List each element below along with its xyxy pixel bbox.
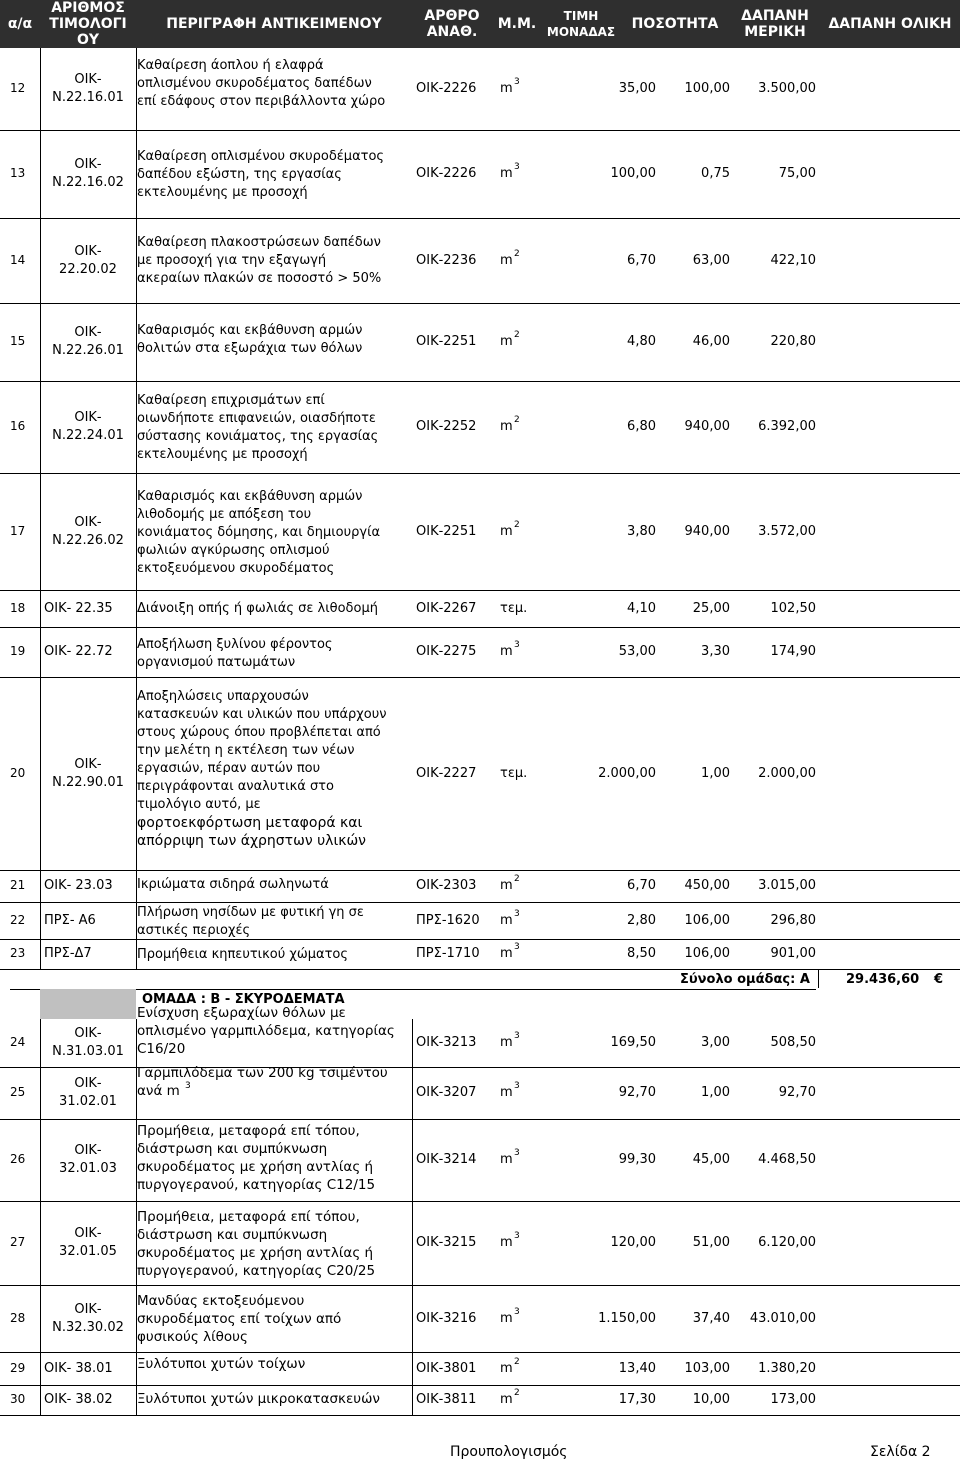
row-partial-cost: 3.572,00	[758, 523, 816, 539]
row-description: Καθαίρεση οπλισμένου σκυροδέματος δαπέδου εξώστη, της εργασίας εκτελουμένης με προσοχή	[137, 149, 385, 200]
divider	[818, 970, 819, 988]
column-divider	[40, 1067, 41, 1119]
column-divider	[40, 627, 41, 677]
row-quantity: 940,00	[684, 523, 730, 539]
header-unit-price: ΤΙΜΗ ΜΟΝΑΔΑΣ	[546, 9, 616, 39]
row-partial-cost: 1.380,20	[758, 1360, 816, 1376]
column-divider	[40, 473, 41, 590]
row-partial-cost: 43.010,00	[749, 1310, 816, 1326]
row-unit-exponent: 3	[514, 1231, 520, 1241]
row-unit: m	[500, 1392, 513, 1407]
column-divider	[40, 590, 41, 627]
row-unit: τεμ.	[500, 600, 528, 616]
row-description: Αποξήλωση ξυλίνου φέροντος οργανισμού πατωμάτων	[137, 637, 333, 670]
header-code: ΑΡΙΘΜΟΣ ΤΙΜΟΛΟΓΙ ΟΥ	[49, 0, 127, 48]
row-quantity: 0,75	[701, 166, 730, 181]
row-number: 23	[10, 946, 26, 960]
row-separator	[0, 1415, 960, 1416]
column-divider	[136, 1385, 137, 1415]
row-unit-exponent: 3	[514, 1306, 520, 1317]
row-unit-exponent: 3	[514, 1081, 520, 1091]
column-divider	[136, 1119, 137, 1201]
row-description: Καθαίρεση πλακοστρώσεων δαπέδων με προσοχή για την εξαγωγή ακεραίων πλακών σε ποσοστό > 50%	[137, 235, 382, 286]
row-separator	[0, 902, 960, 903]
row-unit-exponent: 2	[514, 248, 520, 259]
row-unit-price: 13,40	[618, 1360, 656, 1376]
column-divider	[136, 870, 137, 902]
row-unit-price: 92,70	[618, 1085, 656, 1100]
row-number: 25	[10, 1085, 26, 1099]
row-unit: m	[500, 1310, 513, 1326]
row-article: ΟΙΚ-3215	[416, 1235, 477, 1250]
column-divider	[136, 48, 137, 130]
column-divider	[136, 677, 137, 870]
row-description: Καθαρισμός και εκβάθυνση αρμών λιθοδομής με απόξεση του κονιάματος δόμησης, και δημιουργία φωλιών αγκύρωσης οπλισμού εκτοξευόμενου σκυροδέματος	[137, 489, 381, 576]
header-aa: α/α	[7, 16, 33, 32]
column-divider	[40, 303, 41, 381]
row-article: ΟΙΚ-3811	[416, 1392, 477, 1407]
row-description: Γαρμπιλόδεμα των 200 kg τσιμέντου ανά m	[137, 1065, 388, 1099]
row-separator	[0, 130, 960, 131]
row-number: 30	[10, 1392, 26, 1406]
row-unit-exponent: 3	[514, 1148, 520, 1158]
row-partial-cost: 4.468,50	[758, 1152, 816, 1167]
row-article: ΟΙΚ-2275	[416, 644, 477, 659]
column-divider	[136, 473, 137, 590]
column-divider	[136, 381, 137, 473]
row-unit-exponent: 3	[514, 908, 520, 919]
row-number: 13	[10, 166, 26, 180]
row-code: ΟΙΚ- 32.01.05	[59, 1226, 117, 1259]
footer-doc-name: Προυπολογισμός	[450, 1444, 568, 1460]
row-separator	[0, 627, 960, 628]
row-separator	[0, 1285, 960, 1286]
row-description: Ξυλότυποι χυτών μικροκατασκευών	[137, 1391, 380, 1407]
row-code: ΟΙΚ- 22.72	[44, 644, 113, 659]
row-description: Μανδύας εκτοξευόμενου σκυροδέματος επί τοίχων από φυσικούς λίθους	[137, 1293, 342, 1345]
row-number: 27	[10, 1235, 26, 1249]
column-divider	[136, 218, 137, 303]
row-code: ΟΙΚ- Ν.32.30.02	[52, 1301, 124, 1335]
row-unit-price: 6,70	[627, 878, 656, 893]
row-quantity: 37,40	[692, 1310, 730, 1326]
row-separator	[0, 218, 960, 219]
row-unit: m	[500, 878, 513, 893]
row-unit-exponent: 3	[514, 942, 520, 952]
row-article: ΟΙΚ-2236	[416, 252, 477, 268]
group-b-title: ΟΜΑΔΑ : Β - ΣΚΥΡΟΔΕΜΑΤΑ	[142, 992, 345, 1007]
row-quantity: 1,00	[701, 765, 730, 781]
row-separator	[0, 1119, 960, 1120]
column-divider	[136, 1285, 137, 1352]
row-code: ΟΙΚ- Ν.22.16.01	[52, 72, 124, 105]
row-code: ΟΙΚ- Ν.22.16.02	[52, 157, 124, 190]
row-article: ΟΙΚ-2267	[416, 600, 477, 616]
row-code: ΟΙΚ- Ν.22.26.01	[52, 325, 124, 358]
row-unit-price: 17,30	[618, 1392, 656, 1407]
footer-page-number: Σελίδα 2	[870, 1444, 931, 1460]
row-article: ΟΙΚ-3213	[416, 1035, 477, 1050]
row-quantity: 63,00	[692, 252, 730, 268]
column-divider	[136, 1201, 137, 1285]
row-code: ΟΙΚ- 22.35	[44, 600, 113, 616]
row-article: ΟΙΚ-2227	[416, 765, 477, 781]
row-quantity: 3,30	[701, 644, 730, 659]
row-unit-exponent: 2	[514, 874, 520, 884]
row-unit-price: 4,80	[627, 334, 656, 349]
row-description: Ικριώματα σιδηρά σωληνωτά	[137, 877, 329, 892]
row-unit-price: 53,00	[618, 644, 656, 659]
row-code: ΟΙΚ- 31.02.01	[59, 1076, 117, 1109]
row-description: Ξυλότυποι χυτών τοίχων	[137, 1356, 306, 1372]
row-number: 17	[10, 523, 26, 538]
row-number: 24	[10, 1035, 26, 1049]
row-description: Καθαρισμός και εκβάθυνση αρμών θολιτών στα εξωράχια των θόλων	[137, 323, 363, 356]
column-divider	[412, 1019, 413, 1067]
row-separator	[0, 1201, 960, 1202]
row-separator	[0, 1385, 960, 1386]
header-unit: Μ.Μ.	[497, 16, 537, 32]
column-divider	[40, 870, 41, 902]
column-divider	[412, 1352, 413, 1385]
column-divider	[40, 1201, 41, 1285]
row-unit-exponent: 2	[514, 1388, 520, 1398]
row-separator	[0, 303, 960, 304]
row-partial-cost: 422,10	[770, 252, 816, 268]
column-divider	[40, 902, 41, 939]
row-quantity: 106,00	[684, 946, 730, 961]
row-unit-price: 99,30	[618, 1152, 656, 1167]
row-unit-price: 8,50	[627, 946, 656, 961]
row-number: 14	[10, 252, 26, 267]
row-description: Προμήθεια κηπευτικού χώματος	[137, 947, 348, 962]
header-article: ΑΡΘΡΟ ΑΝΑΘ.	[424, 8, 480, 40]
column-divider	[136, 1067, 137, 1119]
row-description: Αποξηλώσεις υπαρχουσών κατασκευών και υλικών που υπάρχουν στους χώρους όπου προβλέπεται από την μελέτη η εκτέλεση των νέων εργασιών, πέραν αυτών που περιγράφονται αναλυτικά στο τιμολόγιο αυτό, με	[137, 689, 387, 812]
row-quantity: 940,00	[684, 419, 730, 434]
row-partial-cost: 6.120,00	[758, 1235, 816, 1250]
group-total-value: 29.436,60	[846, 972, 920, 987]
column-divider	[40, 381, 41, 473]
row-number: 21	[10, 878, 26, 892]
row-code: ΟΙΚ- Ν.31.03.01	[52, 1026, 124, 1059]
row-description: Καθαίρεση επιχρισμάτων επί οιωνδήποτε επιφανειών, οιασδήποτε σύστασης κονιάματος, της εργασίας εκτελουμένης με προσοχή	[137, 393, 379, 462]
column-divider	[40, 677, 41, 870]
row-partial-cost: 92,70	[778, 1085, 816, 1100]
row-number: 16	[10, 419, 26, 433]
row-unit-exponent: 2	[514, 1356, 520, 1367]
row-description: Καθαίρεση άοπλου ή ελαφρά οπλισμένου σκυροδέματος δαπέδων επί εδάφους στον περιβάλλοντα χώρο	[137, 58, 386, 109]
row-unit: m	[500, 81, 513, 96]
row-number: 12	[10, 81, 26, 95]
column-divider	[136, 627, 137, 677]
row-quantity: 100,00	[684, 81, 730, 96]
row-article: ΟΙΚ-2303	[416, 878, 477, 893]
row-separator	[0, 677, 960, 678]
row-unit-price: 169,50	[610, 1035, 656, 1050]
row-unit-price: 3,80	[627, 523, 656, 539]
row-unit-exponent: 3	[514, 1031, 520, 1041]
row-separator	[0, 381, 960, 382]
row-unit-price: 2,80	[627, 912, 656, 928]
column-divider	[412, 1385, 413, 1415]
row-partial-cost: 2.000,00	[758, 765, 816, 781]
row-code: ΟΙΚ- 38.02	[44, 1392, 113, 1407]
row-number: 28	[10, 1310, 26, 1325]
row-article: ΟΙΚ-2226	[416, 81, 477, 96]
row-separator	[0, 870, 960, 871]
row-quantity: 46,00	[692, 334, 730, 349]
column-divider	[40, 1352, 41, 1385]
row-code: ΠΡΣ- Α6	[44, 912, 96, 928]
column-divider	[412, 1067, 413, 1119]
header-description: ΠΕΡΙΓΡΑΦΗ ΑΝΤΙΚΕΙΜΕΝΟΥ	[166, 16, 382, 32]
group-total-label: Σύνολο ομάδας: Α	[680, 972, 810, 987]
row-code: ΟΙΚ- Ν.22.26.02	[52, 514, 124, 548]
row-partial-cost: 901,00	[770, 946, 816, 961]
row-unit: m	[500, 912, 513, 928]
row-number: 18	[10, 600, 26, 615]
row-partial-cost: 75,00	[778, 166, 816, 181]
row-article: ΟΙΚ-3207	[416, 1085, 477, 1100]
row-partial-cost: 102,50	[770, 600, 816, 616]
row-description: Προμήθεια, μεταφορά επί τόπου, διάστρωση και συμπύκνωση σκυροδέματος με χρήση αντλίας ή πυργογερανού, κατηγορίας C20/25	[137, 1209, 376, 1279]
row-partial-cost: 173,00	[770, 1392, 816, 1407]
row-unit-exponent: 3	[514, 640, 520, 650]
column-divider	[136, 902, 137, 939]
row-quantity: 10,00	[692, 1392, 730, 1407]
row-unit: m	[500, 523, 513, 539]
row-code: ΟΙΚ- 23.03	[44, 878, 113, 893]
row-unit-price: 4,10	[627, 600, 656, 616]
row-unit: m	[500, 166, 513, 181]
row-quantity: 106,00	[684, 912, 730, 928]
column-divider	[136, 939, 137, 969]
row-code: ΟΙΚ- 38.01	[44, 1360, 113, 1376]
row-unit-exponent: 2	[514, 330, 520, 340]
row-quantity: 51,00	[692, 1235, 730, 1250]
row-number: 20	[10, 765, 26, 780]
row-code: ΟΙΚ- 32.01.03	[59, 1143, 117, 1176]
row-unit-price: 100,00	[610, 166, 656, 181]
row-description-cont: φορτοεκφόρτωση μεταφορά και απόρριψη των άχρηστων υλικών	[137, 815, 367, 849]
row-description: Ενίσχυση εξωραχίων θόλων με οπλισμένο γαρμπιλόδεμα, κατηγορίας C16/20	[137, 1005, 395, 1057]
column-divider	[40, 48, 41, 130]
group-header-shade	[40, 989, 136, 1019]
row-article: ΠΡΣ-1620	[416, 912, 480, 928]
row-partial-cost: 6.392,00	[758, 419, 816, 434]
row-code: ΟΙΚ- 22.20.02	[59, 243, 117, 277]
row-unit: m	[500, 644, 513, 659]
column-divider	[40, 1019, 41, 1067]
column-divider	[136, 1352, 137, 1385]
row-article: ΠΡΣ-1710	[416, 946, 480, 961]
row-unit-price: 1.150,00	[598, 1310, 656, 1326]
row-separator	[0, 1352, 960, 1353]
row-partial-cost: 3.500,00	[758, 81, 816, 96]
row-unit-price: 6,70	[627, 252, 656, 268]
row-unit: m	[500, 946, 513, 961]
row-description-exponent: 3	[185, 1081, 191, 1091]
column-divider	[136, 130, 137, 218]
row-article: ΟΙΚ-2252	[416, 419, 477, 434]
column-divider	[136, 1019, 137, 1067]
column-divider	[40, 1385, 41, 1415]
column-divider	[412, 1285, 413, 1352]
row-unit: m	[500, 1085, 513, 1100]
currency-symbol: €	[934, 972, 944, 987]
row-partial-cost: 220,80	[770, 334, 816, 349]
column-divider	[412, 1119, 413, 1201]
row-partial-cost: 3.015,00	[758, 878, 816, 893]
row-code: ΠΡΣ-Δ7	[44, 946, 92, 961]
row-unit: m	[500, 334, 513, 349]
row-article: ΟΙΚ-2251	[416, 523, 477, 539]
column-divider	[136, 303, 137, 381]
row-quantity: 25,00	[692, 600, 730, 616]
row-partial-cost: 296,80	[770, 912, 816, 928]
row-unit-price: 35,00	[618, 81, 656, 96]
row-separator	[0, 969, 960, 970]
column-divider	[412, 1201, 413, 1285]
row-unit: m	[500, 1235, 513, 1250]
row-description: Διάνοιξη οπής ή φωλιάς σε λιθοδομή	[137, 601, 378, 616]
row-article: ΟΙΚ-2251	[416, 334, 477, 349]
column-divider	[40, 939, 41, 969]
row-number: 22	[10, 912, 26, 927]
row-unit-exponent: 2	[514, 415, 520, 425]
row-description: Πλήρωση νησίδων με φυτική γη σε αστικές περιοχές	[137, 905, 364, 938]
row-unit: m	[500, 252, 513, 268]
row-quantity: 450,00	[684, 878, 730, 893]
row-article: ΟΙΚ-3214	[416, 1152, 477, 1167]
row-unit-exponent: 3	[514, 77, 520, 87]
column-divider	[136, 590, 137, 627]
row-unit: τεμ.	[500, 765, 528, 781]
row-quantity: 45,00	[692, 1152, 730, 1167]
row-quantity: 103,00	[684, 1360, 730, 1376]
header-partial-cost: ΔΑΠΑΝΗ ΜΕΡΙΚΗ	[741, 8, 809, 40]
row-article: ΟΙΚ-3801	[416, 1360, 477, 1376]
row-unit: m	[500, 1152, 513, 1167]
row-unit-price: 6,80	[627, 419, 656, 434]
row-quantity: 3,00	[701, 1035, 730, 1050]
row-description: Προμήθεια, μεταφορά επί τόπου, διάστρωση και συμπύκνωση σκυροδέματος με χρήση αντλίας ή πυργογερανού, κατηγορίας C12/15	[137, 1123, 376, 1193]
column-divider	[40, 218, 41, 303]
row-unit-exponent: 2	[514, 519, 520, 530]
row-number: 26	[10, 1152, 26, 1166]
row-code: ΟΙΚ- Ν.22.24.01	[52, 410, 124, 443]
row-unit-price: 2.000,00	[598, 765, 656, 781]
row-number: 29	[10, 1360, 26, 1375]
row-article: ΟΙΚ-2226	[416, 166, 477, 181]
row-number: 15	[10, 334, 26, 348]
row-partial-cost: 174,90	[770, 644, 816, 659]
row-unit: m	[500, 419, 513, 434]
header-quantity: ΠΟΣΟΤΗΤΑ	[631, 16, 719, 32]
column-divider	[40, 1119, 41, 1201]
row-partial-cost: 508,50	[770, 1035, 816, 1050]
row-unit: m	[500, 1360, 513, 1376]
row-separator	[0, 473, 960, 474]
header-total-cost: ΔΑΠΑΝΗ ΟΛΙΚΗ	[828, 16, 952, 32]
row-code: ΟΙΚ- Ν.22.90.01	[52, 756, 124, 790]
row-unit: m	[500, 1035, 513, 1050]
row-separator	[0, 590, 960, 591]
row-unit-price: 120,00	[610, 1235, 656, 1250]
row-article: ΟΙΚ-3216	[416, 1310, 477, 1326]
column-divider	[40, 130, 41, 218]
row-quantity: 1,00	[701, 1085, 730, 1100]
column-divider	[40, 1285, 41, 1352]
row-separator	[0, 939, 960, 940]
row-unit-exponent: 3	[514, 162, 520, 172]
row-number: 19	[10, 644, 26, 658]
